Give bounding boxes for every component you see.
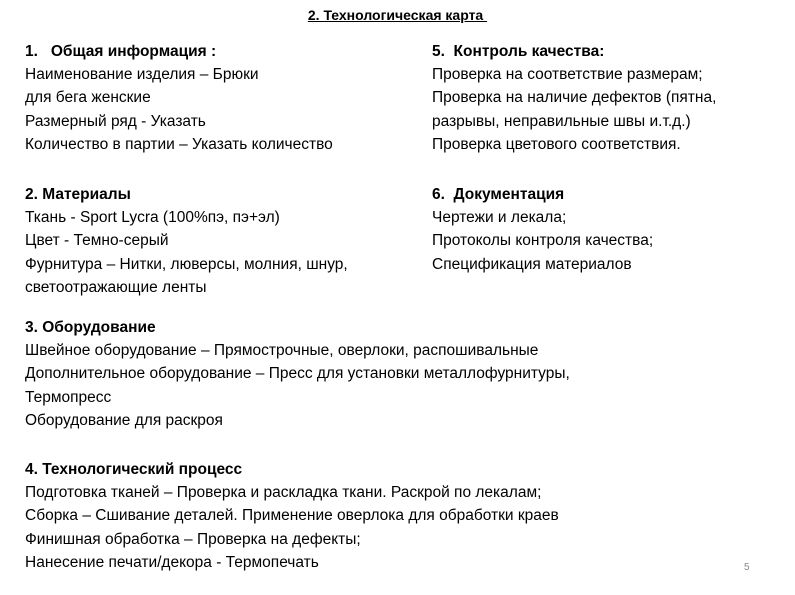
text-line: светоотражающие ленты xyxy=(25,278,207,296)
section-tech-process xyxy=(25,458,559,574)
page-title: 2. Технологическая карта xyxy=(307,7,488,23)
section-quality-control xyxy=(432,40,716,156)
text-line: Размерный ряд - Указать xyxy=(25,112,206,130)
text-line: Проверка на наличие дефектов (пятна, xyxy=(432,89,717,107)
text-line: Сборка – Сшивание деталей. Применение оверлока для обработки краев xyxy=(25,507,559,525)
section-documentation xyxy=(432,183,653,276)
page-number: 5 xyxy=(744,562,750,573)
section-equipment xyxy=(25,316,570,432)
text-line: Термопресс xyxy=(25,388,112,406)
text-line: Проверка на соответствие размерам; xyxy=(432,66,703,84)
text-line: Фурнитура – Нитки, люверсы, молния, шнур, xyxy=(25,255,348,273)
text-line: Количество в партии – Указать количество xyxy=(25,135,333,153)
text-line: Оборудование для раскроя xyxy=(25,411,223,429)
section-heading: 5. Контроль качества: xyxy=(432,43,605,60)
text-line: Наименование изделия – Брюки xyxy=(25,66,259,84)
text-line: Швейное оборудование – Прямострочные, оверлоки, распошивальные xyxy=(25,342,539,360)
section-heading: 2. Материалы xyxy=(25,186,131,203)
text-line: Спецификация материалов xyxy=(432,255,632,273)
text-line: для бега женские xyxy=(25,89,151,107)
text-line: Чертежи и лекала; xyxy=(432,209,567,227)
section-heading: 3. Оборудование xyxy=(25,319,156,336)
section-general-info xyxy=(25,40,333,156)
text-line: Ткань - Sport Lycra (100%пэ, пэ+эл) xyxy=(25,209,280,227)
section-heading: 4. Технологический процесс xyxy=(25,461,243,478)
text-line: разрывы, неправильные швы и.т.д.) xyxy=(432,112,691,130)
section-heading: 6. Документация xyxy=(432,186,565,203)
text-line: Дополнительное оборудование – Пресс для установки металлофурнитуры, xyxy=(25,365,570,383)
text-line: Проверка цветового соответствия. xyxy=(432,135,681,153)
section-heading: 1. Общая информация : xyxy=(25,43,217,60)
text-line: Нанесение печати/декора - Термопечать xyxy=(25,553,319,571)
text-line: Протоколы контроля качества; xyxy=(432,232,654,250)
text-line: Подготовка тканей – Проверка и раскладка ткани. Раскрой по лекалам; xyxy=(25,484,542,502)
section-materials xyxy=(25,183,348,299)
text-line: Финишная обработка – Проверка на дефекты; xyxy=(25,530,361,548)
text-line: Цвет - Темно-серый xyxy=(25,232,169,250)
